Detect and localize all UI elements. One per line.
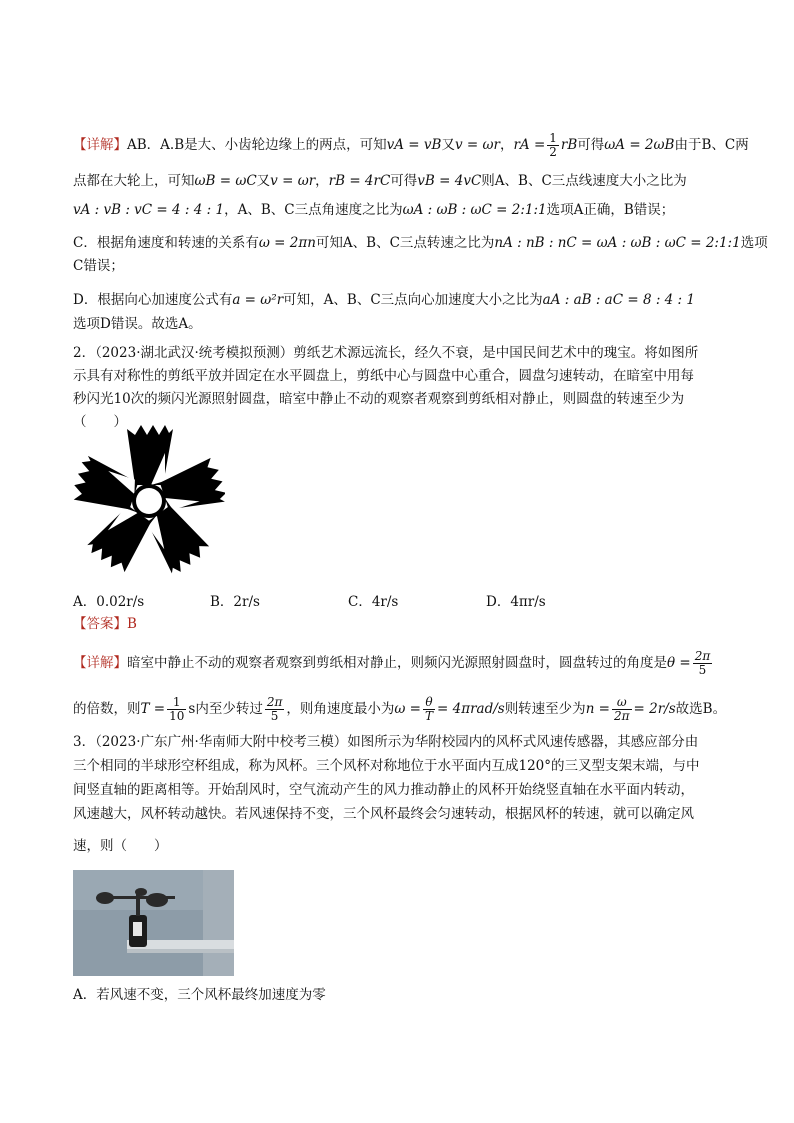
detail1-line3: vA : vB : vC = 4 : 4 : 1，A、B、C三点角速度之比为ωA : ωB : ωC = 2:1:1选项A正确，B错误； xyxy=(73,202,675,218)
fraction-angle: $\frac{2\pi}{5}$ xyxy=(266,695,283,723)
q2-line1: 2．（2023·湖北武汉·统考模拟预测）剪纸艺术源远流长，经久不衰，是中国民间艺术中的瑰宝。将如图所 xyxy=(73,345,699,361)
detail-tag: 【详解】 xyxy=(73,655,127,671)
q2-line4: （ ） xyxy=(73,414,127,430)
q2-line2: 示具有对称性的剪纸平放并固定在水平圆盘上，剪纸中心与圆盘中心重合，圆盘匀速转动，在暗室中用每 xyxy=(73,368,694,384)
anemometer-photo xyxy=(73,870,234,976)
q2-line3: 秒闪光10次的频闪光源照射圆盘，暗室中静止不动的观察者观察到剪纸相对静止，则圆盘的转速至少为 xyxy=(73,391,685,407)
q3-line1: 3．（2023·广东广州·华南师大附中校考三模）如图所示为华附校园内的风杯式风速传感器，其感应部分由 xyxy=(73,734,699,750)
q3-line2: 三个相同的半球形空杯组成，称为风杯。三个风杯对称地位于水平面内互成120°的三叉型支架末端，与中 xyxy=(73,758,700,774)
q2-detail-line1: 【详解】暗室中静止不动的观察者观察到剪纸相对静止，则频闪光源照射圆盘时，圆盘转过的角度是θ = $\frac{2\pi}{5}$ xyxy=(73,649,711,677)
pinwheel-blade xyxy=(127,425,173,485)
q2-detail-line2: 的倍数，则T = $\frac{1}{10}$ s内至少转过 $\frac{2\pi}{5}$ ，则角速度最小为ω = $\frac{\theta}{T}$ = 4πrad/s则转速至少为n = $\frac{\omega}{2\pi}$ = 2r/s故选B。 xyxy=(73,695,727,723)
detail1-line5: C错误； xyxy=(73,258,124,274)
pinwheel-center-hole xyxy=(136,488,162,514)
q2-option-c: C．4r/s xyxy=(348,594,399,610)
q2-option-a: A．0.02r/s xyxy=(73,594,145,610)
fraction-one-half: $\frac{1}{2}$ xyxy=(549,131,557,159)
detail1-line2: 点都在大轮上，可知ωB = ωC又v = ωr，rB = 4rC可得vB = 4vC则A、B、C三点线速度大小之比为 xyxy=(73,173,687,189)
q2-option-d: D．4πr/s xyxy=(486,594,546,610)
detail1-line6: D．根据向心加速度公式有a = ω²r可知，A、B、C三点向心加速度大小之比为aA : aB : aC = 8 : 4 : 1 xyxy=(73,292,695,308)
q3-line5: 速，则（ ） xyxy=(73,838,168,854)
detail-tag: 【详解】 xyxy=(73,137,127,153)
pinwheel-blade xyxy=(73,455,141,517)
paper-cut-pinwheel-figure xyxy=(73,425,225,577)
detail1-line7: 选项D错误。故选A。 xyxy=(73,316,202,332)
q2-answer: 【答案】B xyxy=(73,616,137,632)
fraction-omega-over-two-pi: $\frac{\omega}{2\pi}$ xyxy=(614,695,630,723)
fraction-theta-over-t: $\frac{\theta}{T}$ xyxy=(424,695,433,723)
fraction-one-tenth: $\frac{1}{10}$ xyxy=(169,695,185,723)
q3-line4: 风速越大，风杯转动越快。若风速保持不变，三个风杯最终会匀速转动，根据风杯的转速，就可以确定风 xyxy=(73,806,694,822)
detail1-line4: C．根据角速度和转速的关系有ω = 2πn可知A、B、C三点转速之比为nA : nB : nC = ωA : ωB : ωC = 2:1:1选项 xyxy=(73,235,768,251)
detail1-line1: 【详解】AB．A.B是大、小齿轮边缘上的两点，可知vA = vB又v = ωr，rA = $\frac{1}{2}$ rB可得ωA = 2ωB由于B、C两 xyxy=(73,131,749,159)
q2-option-b: B．2r/s xyxy=(210,594,260,610)
anemometer-illustration xyxy=(73,870,234,976)
fraction-two-pi-over-five: $\frac{2\pi}{5}$ xyxy=(694,649,711,677)
q3-line3: 间竖直轴的距离相等。开始刮风时，空气流动产生的风力推动静止的风杯开始绕竖直轴在水平面内转动， xyxy=(73,782,694,798)
q3-option-a: A．若风速不变，三个风杯最终加速度为零 xyxy=(73,987,326,1003)
